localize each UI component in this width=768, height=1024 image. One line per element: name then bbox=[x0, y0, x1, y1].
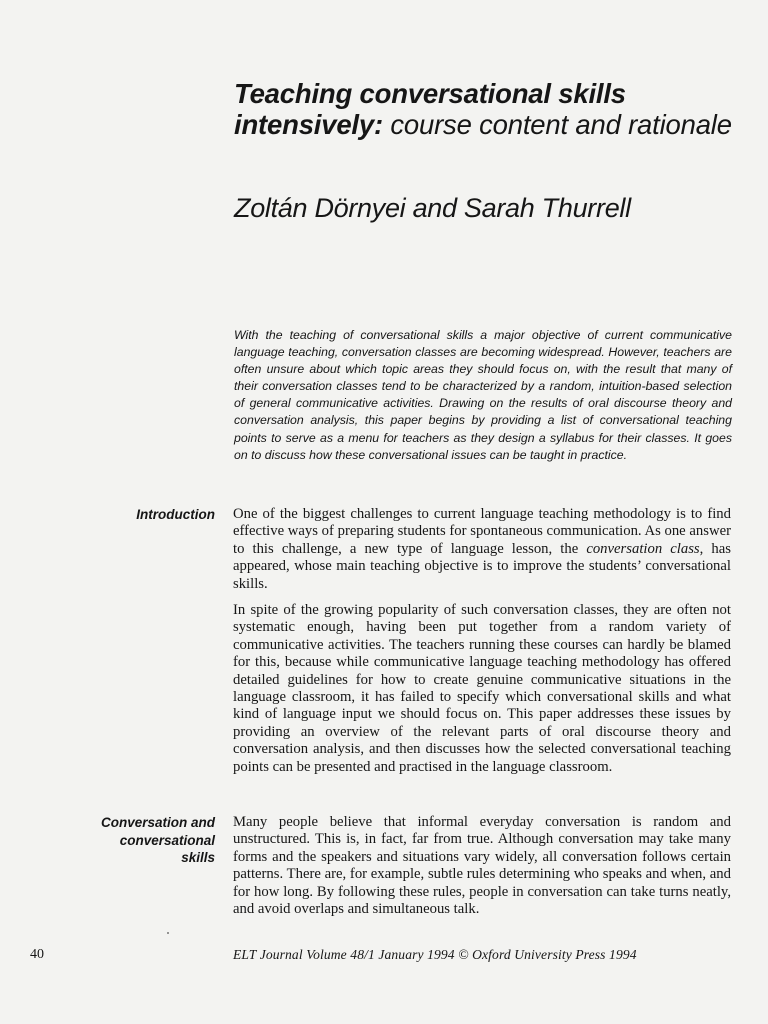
conversation-heading-line-3: skills bbox=[181, 850, 215, 865]
article-authors: Zoltán Dörnyei and Sarah Thurrell bbox=[234, 193, 631, 223]
intro-p1-italic: conversation class bbox=[586, 540, 700, 557]
page-number: 40 bbox=[30, 947, 44, 962]
abstract: With the teaching of conversational skills a major objective of current communicative language teaching, conversation classes are becoming widespread. However, teachers are often unsure about which topic areas they should focus on, with the result that many of their conversation classes tend to be characterized by a random, intuition-based selection of general communicative activities. Drawing on the results of oral discourse theory and conversation analysis, this paper begins by providing a list of conversational teaching points to serve as a menu for teachers as they design a syllabus for their classes. It goes on to discuss how these conversational issues can be taught in practice. bbox=[234, 328, 732, 462]
introduction-paragraph-2: In spite of the growing popularity of such conversation classes, they are often not systematic enough, having been put together from a random variety of communicative activities. The teachers running these courses can hardly be blamed for this, because while communicative language teaching methodology has offered detailed guidelines for how to create genuine communicative situations in the language classroom, it has failed to specify which conversational skills and what kind of language input we should focus on. This paper addresses these issues by providing an overview of the relevant parts of oral discourse theory and conversation analysis, and then discusses how the selected conversational teaching points can be presented and practised in the language classroom. bbox=[233, 602, 731, 775]
intro-p1-text-a: One of the biggest challenges to current language teaching methodology is to find effective ways of preparing students for spontaneous communication. As one answer to this challenge, a new type of language lesson, the bbox=[233, 506, 731, 557]
conversation-paragraph-1: Many people believe that informal everyday conversation is random and unstructured. This is, in fact, far from true. Although conversation may take many forms and the speakers and situations vary widely, all conversation follows certain patterns. There are, for example, subtle rules determining who speaks and when, and for how long. By following these rules, people in conversation can take turns neatly, and avoid overlaps and simultaneous talk. bbox=[233, 814, 731, 918]
title-rest-part: course content and rationale bbox=[382, 109, 732, 140]
section-heading-introduction: Introduction bbox=[136, 507, 215, 522]
title-bold-part: Teaching conversational skills intensively: bbox=[234, 78, 626, 140]
introduction-paragraph-1 bbox=[233, 506, 731, 593]
conversation-heading-line-2: conversational bbox=[119, 832, 215, 848]
conversation-heading-line-1: Conversation and bbox=[100, 815, 215, 830]
section-heading-conversation bbox=[40, 814, 215, 867]
journal-citation: ELT Journal Volume 48/1 January 1994 © Oxford University Press 1994 bbox=[233, 947, 637, 962]
intro-p1-text-b: , has appeared, whose main teaching objective is to improve the students’ conversational skills. bbox=[233, 540, 731, 592]
stray-mark bbox=[167, 932, 169, 934]
article-title bbox=[234, 78, 734, 140]
